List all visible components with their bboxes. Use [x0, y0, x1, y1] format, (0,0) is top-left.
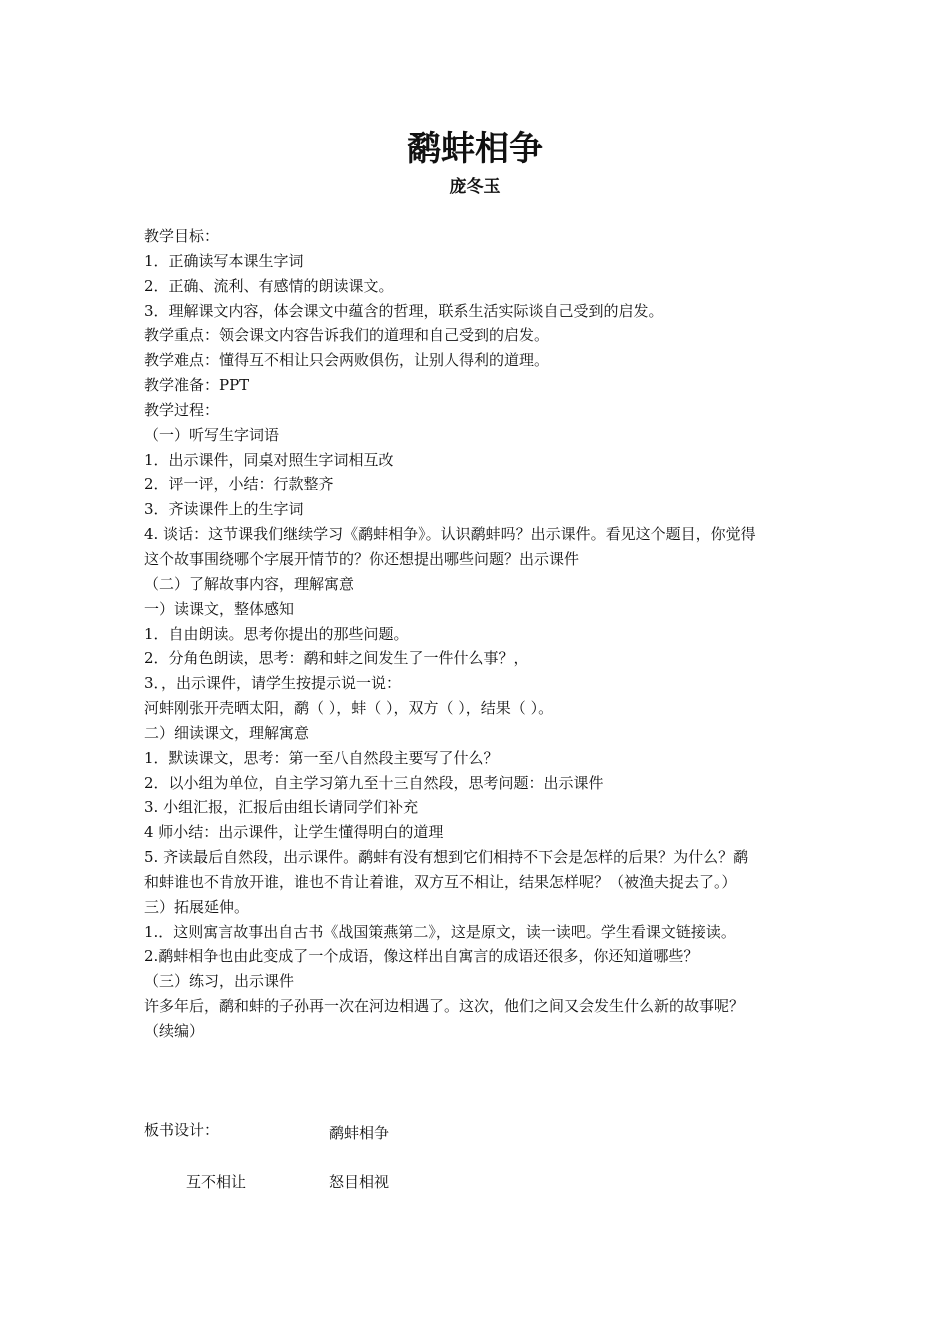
text-line: 3．理解课文内容，体会课文中蕴含的哲理，联系生活实际谈自己受到的启发。 — [144, 301, 664, 320]
text-line: 板书设计： — [144, 1121, 220, 1140]
text-line: （一）听写生字词语 — [144, 425, 280, 444]
text-line: 1．出示课件，同桌对照生字词相互改 — [144, 450, 394, 469]
text-line: 一）读课文，整体感知 — [144, 599, 295, 618]
text-line — [144, 1094, 810, 1119]
text-line — [144, 1069, 810, 1094]
text-line: 4. 谈话：这节课我们继续学习《鹬蚌相争》。认识鹬蚌吗？出示课件。看见这个题目，你觉得 — [144, 525, 756, 544]
board-design-right-phrase: 怒目相视 — [329, 1173, 390, 1191]
text-line: 1．默读课文，思考：第一至八自然段主要写了什么？ — [144, 748, 499, 767]
text-line: 这个故事围绕哪个字展开情节的？你还想提出哪些问题？出示课件 — [144, 549, 580, 568]
text-line: 三）拓展延伸。 — [144, 897, 250, 916]
text-line: 教学重点：领会课文内容告诉我们的道理和自己受到的启发。 — [144, 326, 550, 345]
text-line: 3. 小组汇报，汇报后由组长请同学们补充 — [144, 798, 419, 817]
text-line — [144, 1044, 810, 1069]
text-line: 5. 齐读最后自然段，出示课件。鹬蚌有没有想到它们相持不下会是怎样的后果？为什么？鹬 — [144, 848, 749, 867]
text-line: 许多年后，鹬和蚌的子孙再一次在河边相遇了。这次，他们之间又会发生什么新的故事呢？ — [144, 997, 745, 1016]
text-line: 2.鹬蚌相争也由此变成了一个成语，像这样出自寓言的成语还很多，你还知道哪些？ — [144, 947, 699, 966]
text-line: 4 师小结：出示课件，让学生懂得明白的道理 — [144, 823, 444, 842]
board-design-title: 鹬蚌相争 — [329, 1124, 390, 1142]
document-title: 鹬蚌相争 — [407, 129, 543, 169]
text-line: 3．，出示课件，请学生按提示说一说： — [144, 674, 402, 693]
text-line: 1.．这则寓言故事出自古书《战国策燕第二》，这是原文，读一读吧。学生看课文链接读。 — [144, 922, 736, 941]
board-design-left-phrase: 互不相让 — [186, 1173, 247, 1191]
text-line: 2．分角色朗读，思考：鹬和蚌之间发生了一件什么事？， — [144, 649, 529, 668]
text-line: 2．以小组为单位，自主学习第九至十三自然段，思考问题：出示课件 — [144, 773, 604, 792]
text-line: 和蚌谁也不肯放开谁，谁也不肯让着谁，双方互不相让，结果怎样呢？（被渔夫捉去了。） — [144, 872, 737, 891]
text-line: 1．自由朗读。思考你提出的那些问题。 — [144, 624, 409, 643]
text-line: 1．正确读写本课生字词 — [144, 251, 304, 270]
text-line: （续编） — [144, 1022, 205, 1040]
text-line: （二）了解故事内容，理解寓意 — [144, 574, 355, 593]
text-line: （三）练习，出示课件 — [144, 972, 295, 991]
text-line: 教学准备：PPT — [144, 376, 250, 395]
author-name: 庞冬玉 — [449, 177, 501, 197]
text-line: 二）细读课文，理解寓意 — [144, 723, 310, 742]
text-line: 教学过程： — [144, 400, 220, 419]
text-line: 2．评一评，小结：行款整齐 — [144, 475, 334, 494]
lesson-plan-body — [144, 224, 810, 1143]
text-line: 河蚌刚张开壳晒太阳，鹬（ ），蚌（ ），双方（ ），结果（ ）。 — [144, 699, 554, 718]
text-line: 教学难点：懂得互不相让只会两败俱伤，让别人得利的道理。 — [144, 351, 550, 370]
text-line: 3．齐读课件上的生字词 — [144, 500, 304, 519]
text-line: 2．正确、流利、有感情的朗读课文。 — [144, 276, 394, 295]
text-line: 教学目标： — [144, 227, 220, 245]
